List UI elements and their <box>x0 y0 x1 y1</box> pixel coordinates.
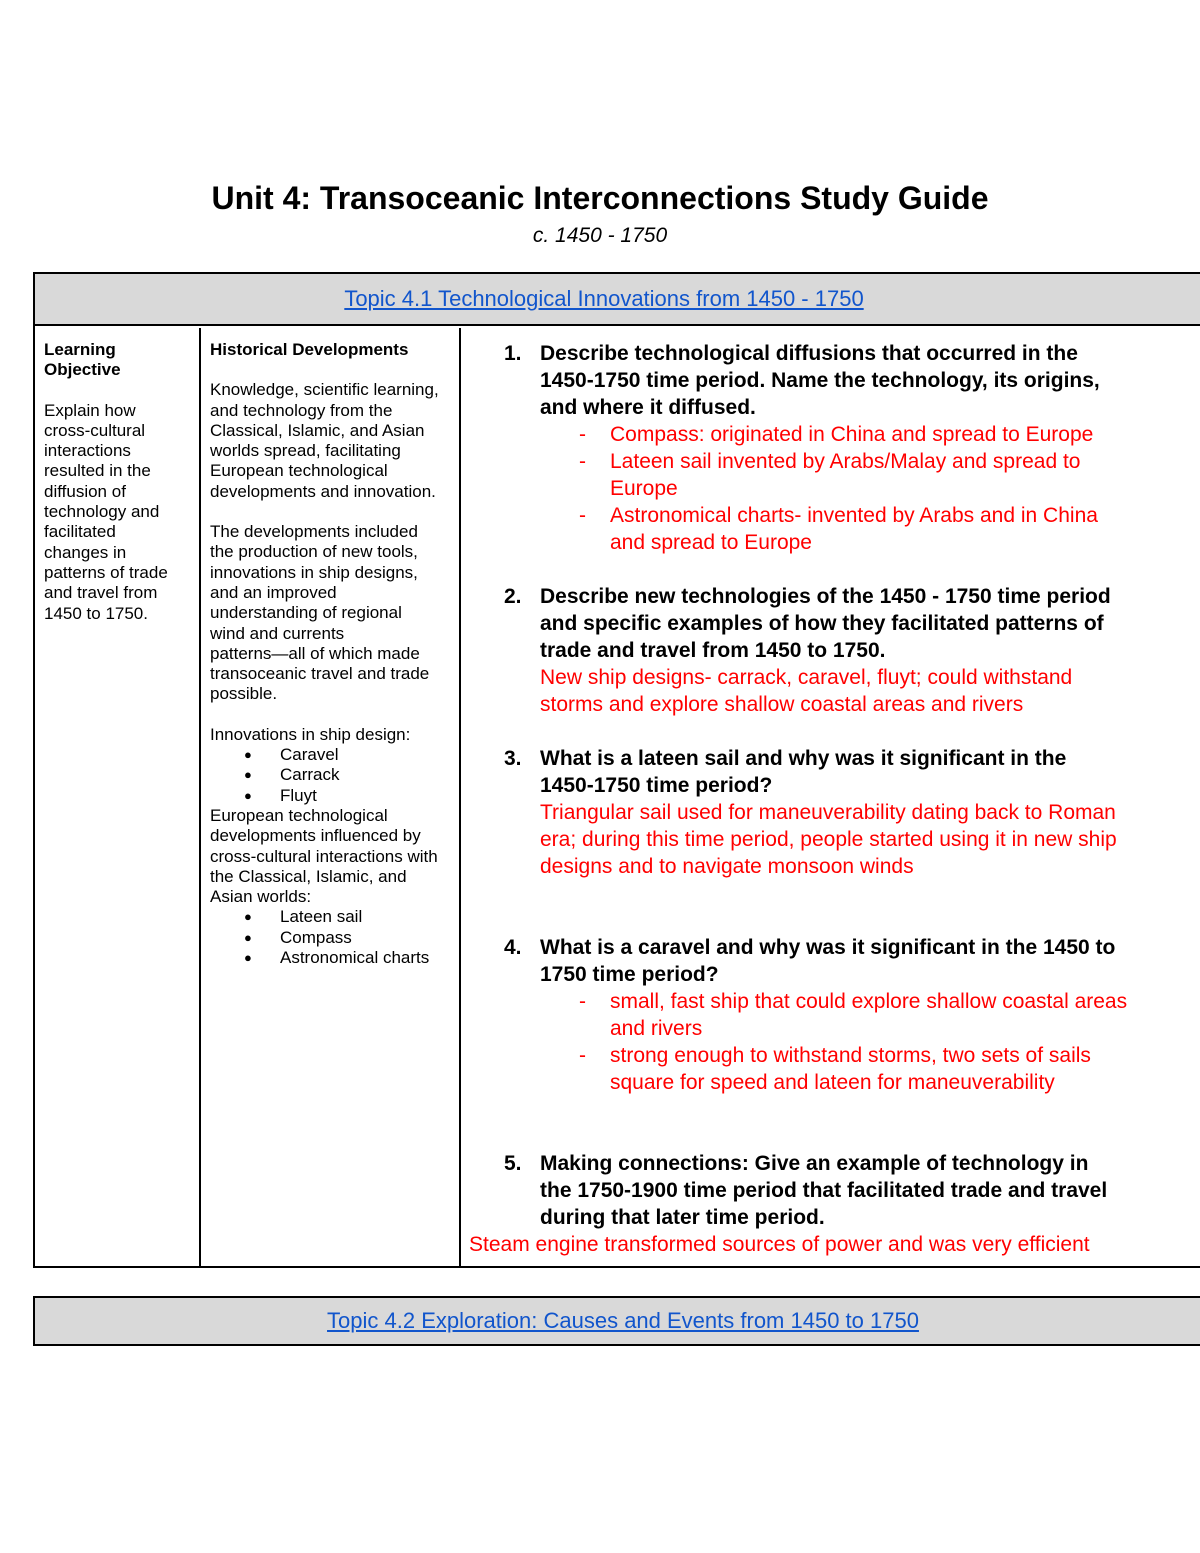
historical-developments-paragraph-1: Knowledge, scientific learning, and technology from the Classical, Islamic, and Asian worlds spread, facilitating European technological developments and innovation. <box>210 380 439 501</box>
question-number: 5. <box>504 1152 522 1175</box>
question-number: 2. <box>504 585 522 608</box>
list-item: ● Carrack <box>280 765 451 785</box>
european-developments-paragraph: European technological developments influenced by cross-cultural interactions with the Classical, Islamic, and Asian worlds: <box>210 805 438 907</box>
question-2: 2. Describe new technologies of the 1450 - 1750 time period and specific examples of how they facilitated patterns of trade and travel from 1450 to 1750. New ship designs- carrack, caravel, fluyt; could withstand storms and explore shallow coastal areas and rivers <box>469 583 1200 718</box>
topic-4-2-table <box>33 1296 1200 1346</box>
list-item: ● Lateen sail <box>280 907 451 927</box>
questions-column <box>461 328 1200 1266</box>
question-4: 4. What is a caravel and why was it significant in the 1450 to 1750 time period? - small, fast ship that could explore shallow coastal areas and rivers - strong enough to withstand storms, two sets of sails square for speed and lateen for maneuverability <box>469 934 1200 1096</box>
ship-design-heading: Innovations in ship design: <box>210 724 411 744</box>
answer-item: - Lateen sail invented by Arabs/Malay and spread to Europe <box>469 448 1200 502</box>
ship-design-list <box>210 745 451 806</box>
answer-item: - small, fast ship that could explore shallow coastal areas and rivers <box>469 988 1200 1042</box>
topic-4-1-table <box>33 272 1200 1268</box>
question-number: 3. <box>504 747 522 770</box>
question-number: 1. <box>504 342 522 365</box>
question-3: 3. What is a lateen sail and why was it significant in the 1450-1750 time period? Triangular sail used for maneuverability dating back to Roman era; during this time period, people started using it in new ship designs and to navigate monsoon winds <box>469 745 1200 880</box>
answer-item: - Compass: originated in China and spread to Europe <box>469 421 1200 448</box>
answer-item: - Astronomical charts- invented by Arabs and in China and spread to Europe <box>469 502 1200 556</box>
list-item: ● Fluyt <box>280 786 451 806</box>
answer-text: Steam engine transformed sources of power and was very efficient <box>469 1233 1090 1256</box>
page-title: Unit 4: Transoceanic Interconnections Study Guide <box>211 180 989 216</box>
european-developments-list <box>210 907 451 968</box>
list-item: ● Caravel <box>280 745 451 765</box>
answer-item: - strong enough to withstand storms, two sets of sails square for speed and lateen for maneuverability <box>469 1042 1200 1096</box>
answer-text: New ship designs- carrack, caravel, fluyt; could withstand storms and explore shallow coastal areas and rivers <box>540 666 1073 716</box>
learning-objective-heading: Learning Objective <box>44 340 121 380</box>
historical-developments-column <box>201 328 461 1266</box>
historical-developments-heading: Historical Developments <box>210 340 409 359</box>
topic-4-2-link[interactable]: Topic 4.2 Exploration: Causes and Events from 1450 to 1750 <box>327 1308 919 1333</box>
learning-objective-text: Explain how cross-cultural interactions resulted in the diffusion of technology and facilitated changes in patterns of trade and travel from 1450 to 1750. <box>44 400 168 623</box>
question-number: 4. <box>504 936 522 959</box>
list-item: ● Compass <box>280 928 451 948</box>
question-1: 1. Describe technological diffusions that occurred in the 1450-1750 time period. Name the technology, its origins, and where it diffused. - Compass: originated in China and spread to Europe - Lateen sail invented by Arabs/Malay and spread to Europe - Astronomical charts- invented by Arabs and in China and spread to Europe <box>469 340 1200 556</box>
learning-objective-column <box>35 328 201 1266</box>
topic-4-1-link[interactable]: Topic 4.1 Technological Innovations from 1450 - 1750 <box>344 286 864 311</box>
page-subtitle: c. 1450 - 1750 <box>532 224 668 247</box>
topic-4-2-header <box>35 1298 1200 1344</box>
historical-developments-paragraph-2: The developments included the production of new tools, innovations in ship designs, and an improved understanding of regional wind and currents patterns—all of which made transoceanic travel and trade possible. <box>210 522 430 704</box>
topic-4-1-header <box>35 274 1200 326</box>
topic-4-1-columns <box>35 328 1200 1266</box>
list-item: ● Astronomical charts <box>280 948 451 968</box>
question-5: 5. Making connections: Give an example of technology in the 1750-1900 time period that facilitated trade and travel during that later time period. Steam engine transformed sources of power and was very efficient <box>469 1150 1200 1258</box>
answer-text: Triangular sail used for maneuverability dating back to Roman era; during this time period, people started using it in new ship designs and to navigate monsoon winds <box>540 801 1117 878</box>
